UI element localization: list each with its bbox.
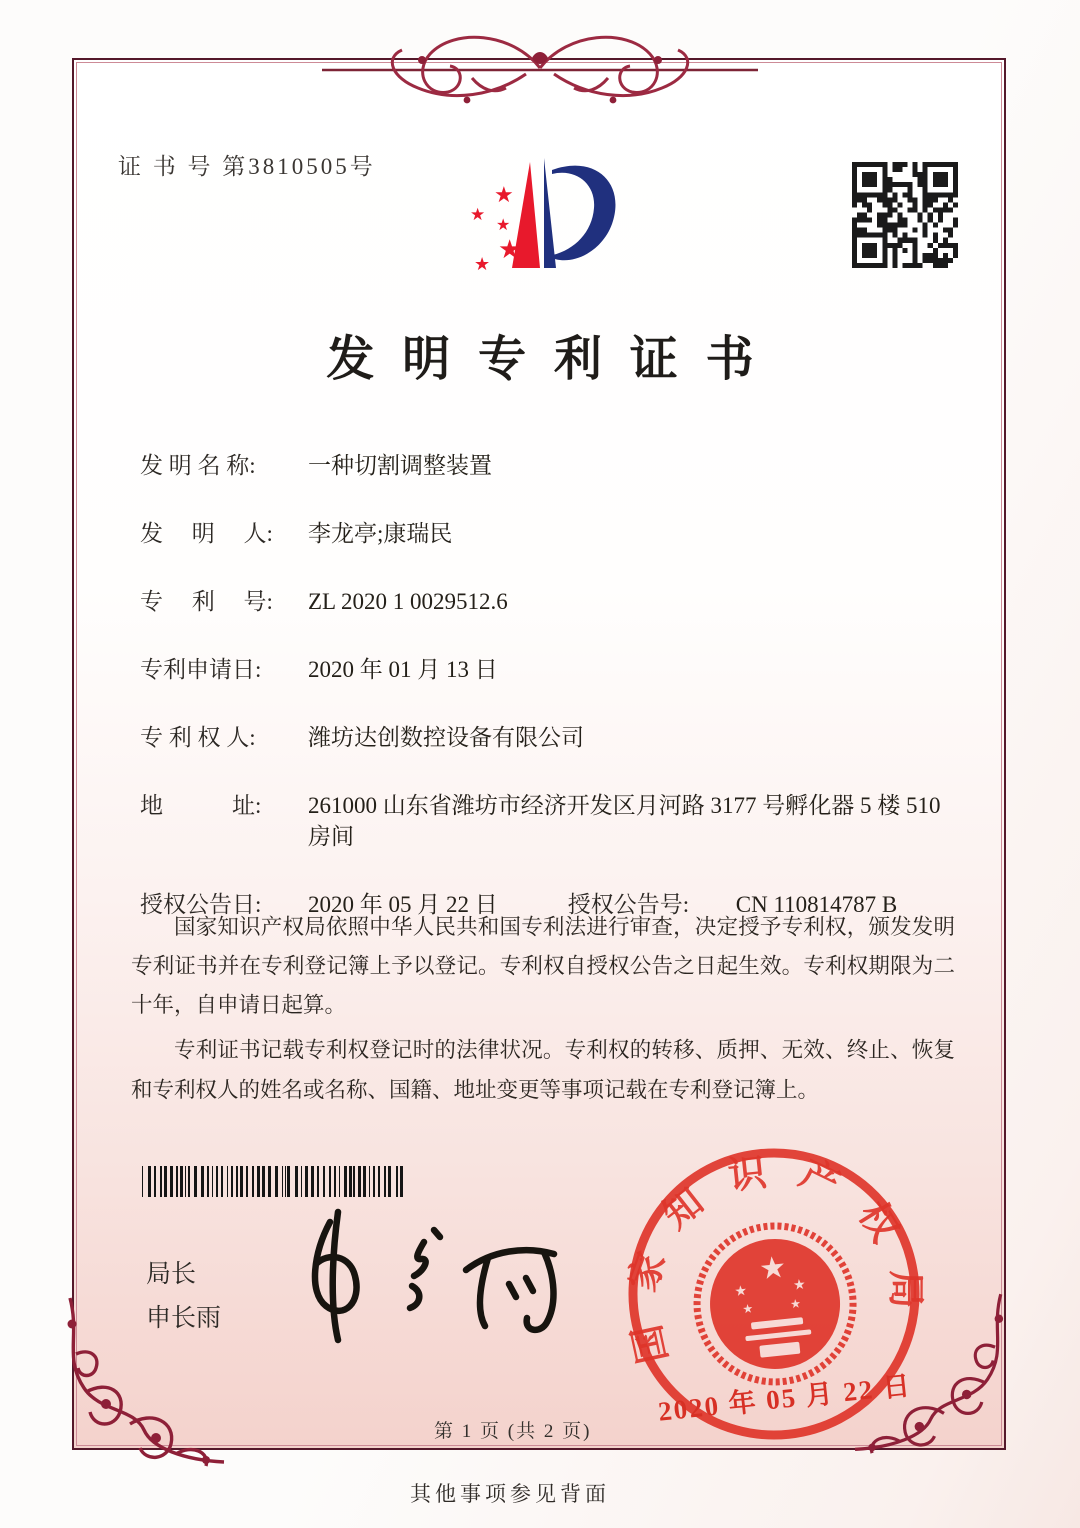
field-value: 2020 年 05 月 22 日 bbox=[308, 892, 498, 917]
field-label: 授权公告日: bbox=[140, 892, 262, 917]
field-value: ZL 2020 1 0029512.6 bbox=[308, 589, 508, 614]
field-value: 潍坊达创数控设备有限公司 bbox=[308, 725, 584, 750]
officer-title: 局长 bbox=[146, 1260, 197, 1288]
field-label: 专 利 权 人: bbox=[140, 725, 256, 750]
legal-text bbox=[131, 908, 955, 1116]
legal-paragraph-2: 专利证书记载专利权登记时的法律状况。专利权的转移、质押、无效、终止、恢复和专利权人的姓名或名称、国籍、地址变更等事项记载在专利登记簿上。 bbox=[131, 1038, 955, 1102]
signature-handwriting bbox=[252, 1206, 572, 1346]
field-invention-name bbox=[140, 450, 970, 481]
svg-text:★: ★ bbox=[792, 1276, 807, 1294]
legal-paragraph-1: 国家知识产权局依照中华人民共和国专利法进行审查，决定授予专利权，颁发发明专利证书并在专利登记簿上予以登记。专利权自授权公告之日起生效。专利权期限为二十年，自申请日起算。 bbox=[131, 915, 955, 1018]
back-side-note: 其他事项参见背面 bbox=[410, 1482, 610, 1506]
seal-ring-text: 国家知识产权局 bbox=[620, 1149, 927, 1368]
svg-text:★: ★ bbox=[733, 1282, 748, 1301]
svg-text:★: ★ bbox=[494, 183, 514, 208]
svg-text:★: ★ bbox=[498, 235, 522, 265]
barcode bbox=[140, 1166, 408, 1197]
field-label: 发 明 人: bbox=[140, 521, 273, 546]
svg-text:★: ★ bbox=[789, 1296, 802, 1312]
field-label: 授权公告号: bbox=[567, 892, 690, 917]
officer-block bbox=[146, 1252, 221, 1340]
field-inventor bbox=[140, 518, 970, 549]
field-value: 2020 年 01 月 13 日 bbox=[308, 657, 498, 682]
svg-text:★: ★ bbox=[474, 254, 491, 275]
field-value: 261000 山东省潍坊市经济开发区月河路 3177 号孵化器 5 楼 510 房间 bbox=[308, 793, 941, 849]
certificate-title: 发明专利证书 bbox=[326, 333, 782, 386]
officer-name: 申长雨 bbox=[146, 1304, 222, 1332]
field-address bbox=[140, 790, 970, 852]
national-emblem-icon bbox=[689, 1218, 860, 1389]
certificate-fields bbox=[140, 450, 970, 957]
svg-text:★: ★ bbox=[741, 1301, 754, 1317]
field-patentee bbox=[140, 722, 970, 753]
qr-code bbox=[852, 162, 958, 268]
svg-text:★: ★ bbox=[496, 215, 511, 234]
field-filing-date bbox=[140, 654, 970, 685]
field-value: 李龙亭;康瑞民 bbox=[308, 521, 453, 546]
seal-date: 2020 年 05 月 22 日 bbox=[656, 1370, 914, 1427]
official-seal bbox=[609, 1129, 939, 1459]
patent-office-logo-icon bbox=[448, 146, 628, 296]
field-label: 地 址: bbox=[140, 793, 262, 818]
field-label: 发 明 名 称: bbox=[140, 453, 256, 478]
field-value: CN 110814787 B bbox=[735, 892, 898, 917]
field-label: 专 利 号: bbox=[140, 589, 273, 614]
page-number: 第 1 页 (共 2 页) bbox=[434, 1421, 592, 1442]
svg-text:★: ★ bbox=[470, 205, 486, 225]
svg-text:★: ★ bbox=[757, 1249, 788, 1288]
field-patent-number bbox=[140, 586, 970, 617]
field-label: 专利申请日: bbox=[140, 657, 262, 682]
certificate-number: 证 书 号 第3810505号 bbox=[118, 154, 376, 179]
field-value: 一种切割调整装置 bbox=[308, 453, 492, 478]
